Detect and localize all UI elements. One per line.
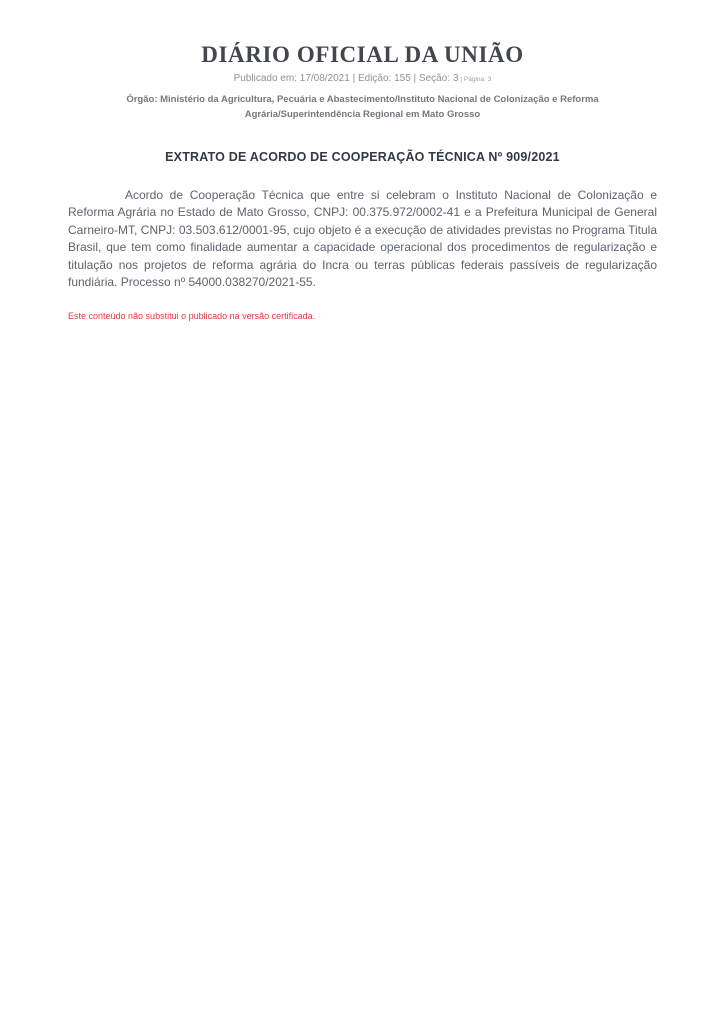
- article: [68, 150, 657, 292]
- page-number-info: | Página: 3: [460, 76, 492, 84]
- organ-line: Órgão: Ministério da Agricultura, Pecuária e Abastecimento/Instituto Nacional de Colonização e Reforma Agrária/Superintendência Regional em Mato Grosso: [126, 94, 599, 121]
- gazette-title: DIÁRIO OFICIAL DA UNIÃO: [201, 42, 524, 67]
- publication-info: Publicado em: 17/08/2021 | Edição: 155 | Seção: 3: [233, 73, 459, 85]
- article-heading: EXTRATO DE ACORDO DE COOPERAÇÃO TÉCNICA Nº 909/2021: [165, 149, 560, 164]
- certification-disclaimer: Este conteúdo não substitui o publicado na versão certificada.: [68, 310, 316, 321]
- masthead: [0, 42, 725, 123]
- publication-line: [0, 72, 725, 85]
- article-body: Acordo de Cooperação Técnica que entre si celebram o Instituto Nacional de Colonização e Reforma Agrária no Estado de Mato Grosso, CNPJ: 00.375.972/0002-41 e a Prefeitura Municipal de General Carneiro-MT, CNPJ: 03.503.612/0001-95, cujo objeto é a execução de atividades previstas no Programa Titula Brasil, que tem como finalidade aumentar a capacidade operacional dos procedimentos de regularização e titulação nos projetos de reforma agrária do Incra ou terras públicas federais passíveis de regularização fundiária. Processo nº 54000.038270/2021-55.: [68, 187, 657, 290]
